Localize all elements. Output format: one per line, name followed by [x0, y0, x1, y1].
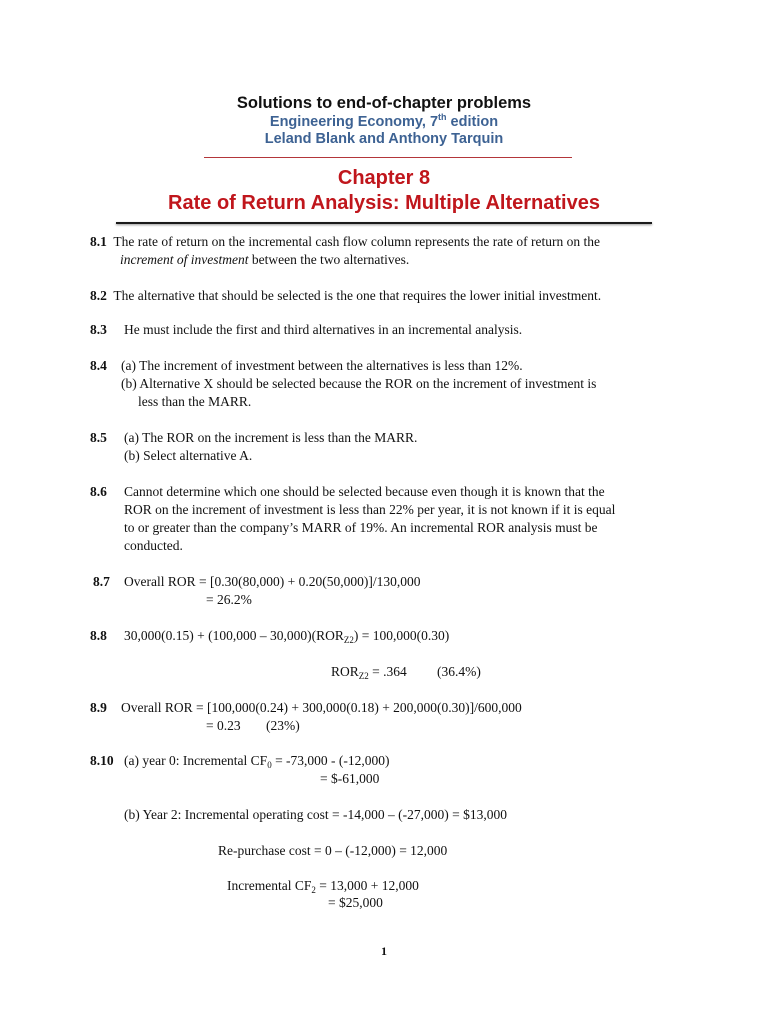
chapter-number: Chapter 8	[337, 167, 431, 189]
problem-number: 8.3	[90, 322, 107, 337]
book-authors: Leland Blank and Anthony Tarquin	[264, 131, 504, 147]
chapter-title: Rate of Return Analysis: Multiple Alternatives	[168, 192, 600, 214]
problem-number: 8.8	[90, 628, 107, 643]
chapter-divider	[116, 222, 652, 224]
problem-number: 8.5	[90, 430, 107, 445]
problem-number: 8.6	[90, 484, 107, 499]
problem-number: 8.4	[90, 358, 107, 373]
page-number: 1	[381, 944, 387, 958]
problem-number: 8.9	[90, 700, 107, 715]
document-title: Solutions to end-of-chapter problems	[236, 94, 532, 112]
problem-number: 8.2	[90, 288, 107, 303]
header-divider-red	[204, 157, 572, 158]
book-title: Engineering Economy, 7th edition	[269, 112, 499, 130]
problem-number: 8.1	[90, 234, 107, 249]
problem-number: 8.10	[90, 753, 114, 768]
problem-number: 8.7	[93, 574, 110, 589]
